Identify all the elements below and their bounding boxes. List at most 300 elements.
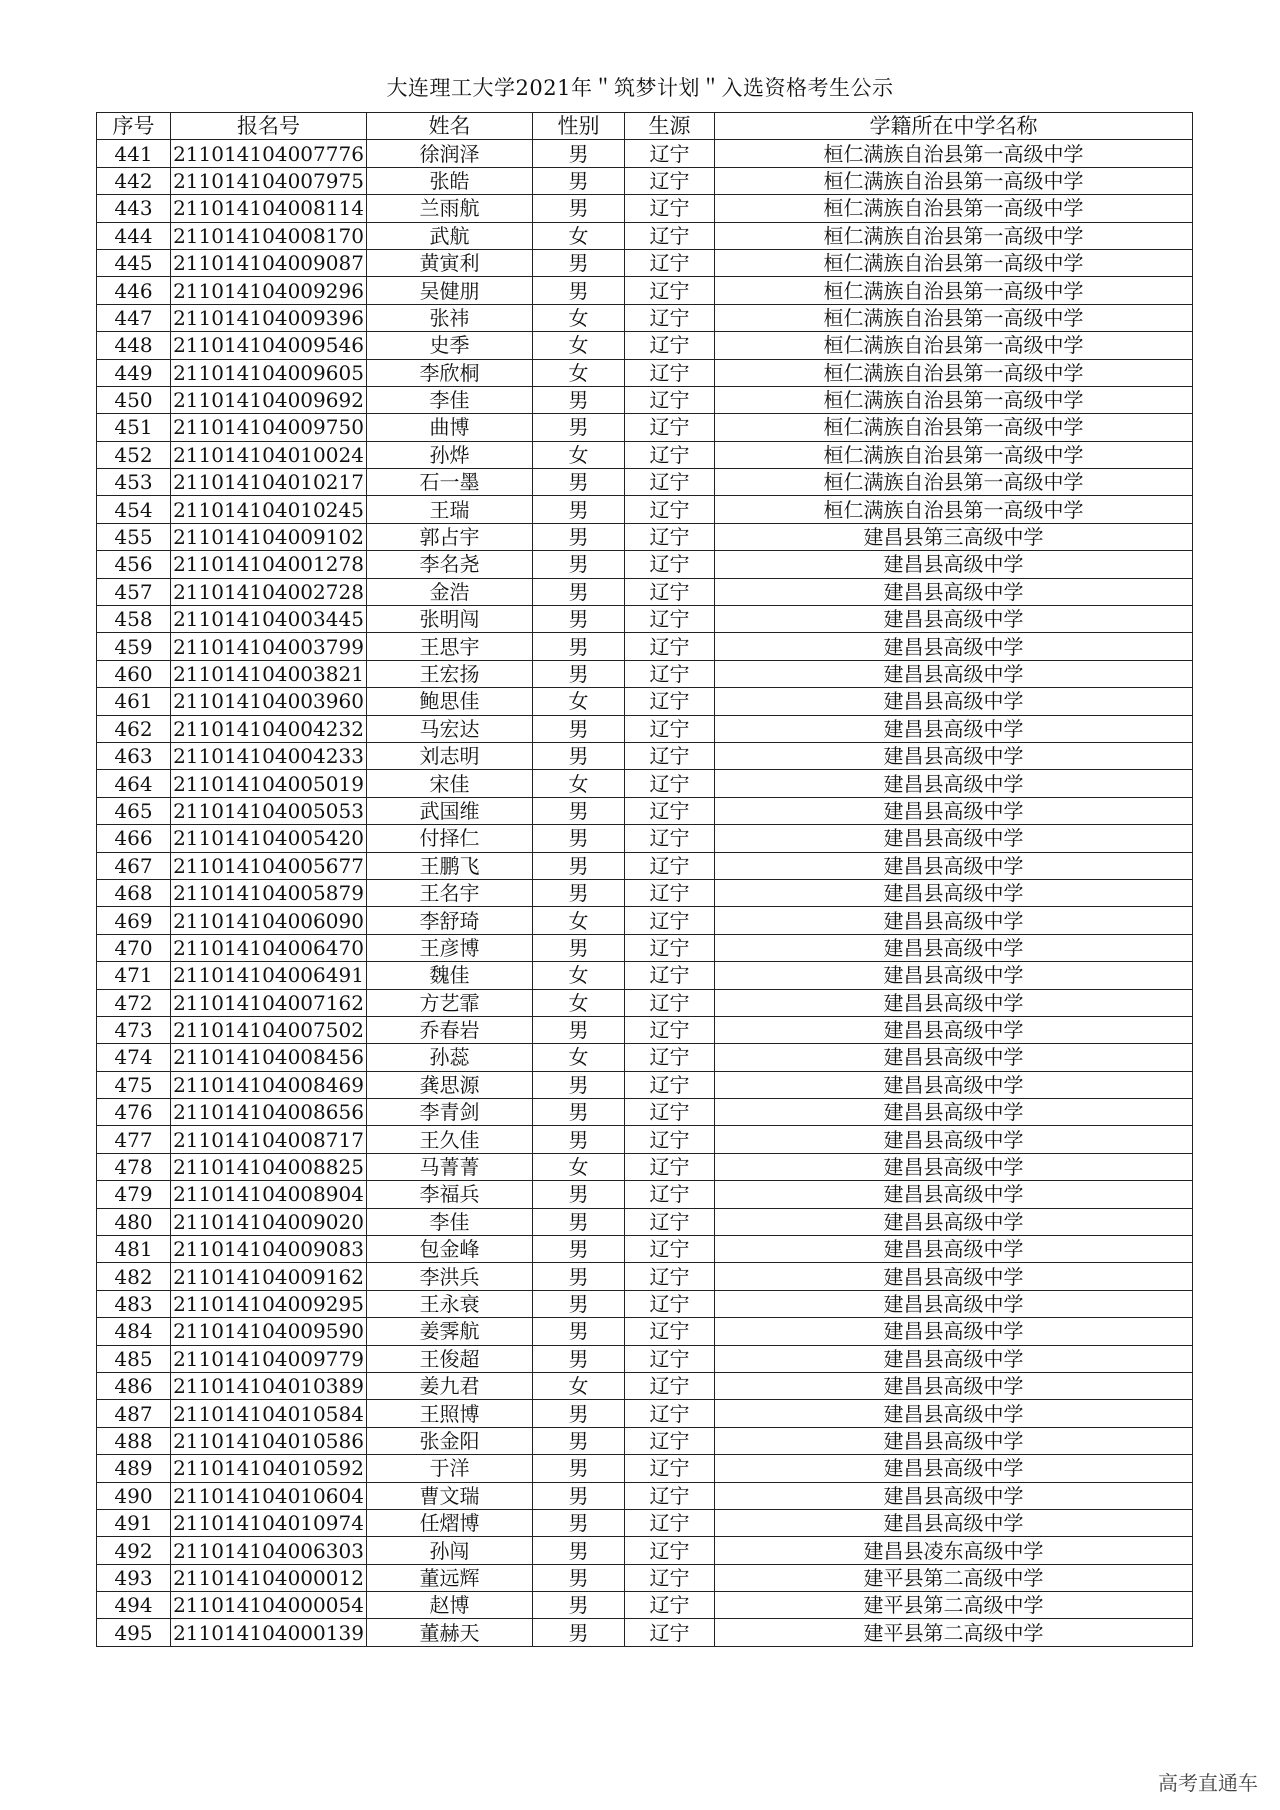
- cell-school: 建昌县高级中学: [715, 934, 1193, 961]
- cell-gender: 女: [533, 770, 625, 797]
- cell-reg-number: 211014104006470: [171, 934, 367, 961]
- table-row: [97, 1126, 1193, 1153]
- cell-name: 马菁菁: [367, 1153, 533, 1180]
- col-header-gender: 性别: [533, 113, 625, 140]
- cell-index: 459: [97, 633, 171, 660]
- cell-school: 建昌县凌东高级中学: [715, 1537, 1193, 1564]
- cell-origin: 辽宁: [625, 633, 715, 660]
- cell-gender: 男: [533, 1537, 625, 1564]
- col-header-origin: 生源: [625, 113, 715, 140]
- cell-origin: 辽宁: [625, 1236, 715, 1263]
- cell-reg-number: 211014104008114: [171, 195, 367, 222]
- table-row: [97, 1290, 1193, 1317]
- cell-name: 鲍思佳: [367, 688, 533, 715]
- cell-name: 刘志明: [367, 742, 533, 769]
- cell-index: 495: [97, 1619, 171, 1646]
- cell-origin: 辽宁: [625, 1208, 715, 1235]
- cell-index: 490: [97, 1482, 171, 1509]
- cell-origin: 辽宁: [625, 1181, 715, 1208]
- cell-gender: 男: [533, 1208, 625, 1235]
- cell-gender: 女: [533, 1372, 625, 1399]
- cell-school: 建昌县高级中学: [715, 1181, 1193, 1208]
- table-row: [97, 907, 1193, 934]
- cell-school: 建昌县高级中学: [715, 1427, 1193, 1454]
- cell-index: 492: [97, 1537, 171, 1564]
- table-row: [97, 1619, 1193, 1646]
- cell-index: 483: [97, 1290, 171, 1317]
- cell-name: 孙蕊: [367, 1044, 533, 1071]
- cell-school: 建昌县高级中学: [715, 1016, 1193, 1043]
- cell-index: 455: [97, 523, 171, 550]
- cell-name: 李佳: [367, 1208, 533, 1235]
- cell-gender: 男: [533, 277, 625, 304]
- cell-name: 李名尧: [367, 551, 533, 578]
- cell-reg-number: 211014104010586: [171, 1427, 367, 1454]
- cell-reg-number: 211014104007502: [171, 1016, 367, 1043]
- cell-reg-number: 211014104010245: [171, 496, 367, 523]
- cell-name: 李欣桐: [367, 359, 533, 386]
- cell-origin: 辽宁: [625, 1455, 715, 1482]
- cell-name: 王照博: [367, 1400, 533, 1427]
- table-row: [97, 167, 1193, 194]
- cell-reg-number: 211014104009020: [171, 1208, 367, 1235]
- cell-origin: 辽宁: [625, 277, 715, 304]
- cell-reg-number: 211014104006491: [171, 962, 367, 989]
- cell-origin: 辽宁: [625, 879, 715, 906]
- cell-reg-number: 211014104003821: [171, 660, 367, 687]
- cell-origin: 辽宁: [625, 1071, 715, 1098]
- cell-school: 建昌县高级中学: [715, 1153, 1193, 1180]
- cell-index: 443: [97, 195, 171, 222]
- cell-index: 485: [97, 1345, 171, 1372]
- cell-name: 武航: [367, 222, 533, 249]
- cell-index: 475: [97, 1071, 171, 1098]
- cell-gender: 男: [533, 1345, 625, 1372]
- cell-gender: 女: [533, 332, 625, 359]
- cell-name: 马宏达: [367, 715, 533, 742]
- cell-origin: 辽宁: [625, 1564, 715, 1591]
- cell-reg-number: 211014104009692: [171, 386, 367, 413]
- cell-origin: 辽宁: [625, 1099, 715, 1126]
- cell-index: 491: [97, 1509, 171, 1536]
- cell-reg-number: 211014104010389: [171, 1372, 367, 1399]
- cell-gender: 男: [533, 797, 625, 824]
- table-row: [97, 934, 1193, 961]
- cell-origin: 辽宁: [625, 825, 715, 852]
- cell-name: 张明闯: [367, 606, 533, 633]
- cell-reg-number: 211014104008656: [171, 1099, 367, 1126]
- cell-school: 桓仁满族自治县第一高级中学: [715, 222, 1193, 249]
- cell-gender: 男: [533, 1427, 625, 1454]
- cell-origin: 辽宁: [625, 332, 715, 359]
- table-row: [97, 1427, 1193, 1454]
- table-row: [97, 523, 1193, 550]
- cell-origin: 辽宁: [625, 523, 715, 550]
- cell-origin: 辽宁: [625, 1482, 715, 1509]
- cell-index: 464: [97, 770, 171, 797]
- table-row: [97, 852, 1193, 879]
- cell-name: 郭占宇: [367, 523, 533, 550]
- cell-school: 建昌县高级中学: [715, 1455, 1193, 1482]
- watermark: 高考直通车: [1158, 1771, 1258, 1795]
- cell-name: 赵博: [367, 1592, 533, 1619]
- cell-name: 兰雨航: [367, 195, 533, 222]
- cell-name: 方艺霏: [367, 989, 533, 1016]
- cell-school: 桓仁满族自治县第一高级中学: [715, 496, 1193, 523]
- cell-index: 470: [97, 934, 171, 961]
- cell-index: 478: [97, 1153, 171, 1180]
- cell-reg-number: 211014104003445: [171, 606, 367, 633]
- table-row: [97, 770, 1193, 797]
- cell-reg-number: 211014104007776: [171, 140, 367, 167]
- cell-reg-number: 211014104006090: [171, 907, 367, 934]
- cell-name: 王瑞: [367, 496, 533, 523]
- cell-school: 建昌县高级中学: [715, 1071, 1193, 1098]
- cell-origin: 辽宁: [625, 688, 715, 715]
- cell-name: 石一墨: [367, 469, 533, 496]
- cell-school: 桓仁满族自治县第一高级中学: [715, 277, 1193, 304]
- cell-school: 建昌县高级中学: [715, 1372, 1193, 1399]
- cell-origin: 辽宁: [625, 551, 715, 578]
- cell-origin: 辽宁: [625, 1153, 715, 1180]
- cell-reg-number: 211014104000054: [171, 1592, 367, 1619]
- cell-gender: 男: [533, 249, 625, 276]
- cell-school: 桓仁满族自治县第一高级中学: [715, 249, 1193, 276]
- cell-gender: 女: [533, 304, 625, 331]
- cell-gender: 男: [533, 140, 625, 167]
- cell-school: 建昌县高级中学: [715, 1482, 1193, 1509]
- cell-school: 建昌县高级中学: [715, 1509, 1193, 1536]
- table-row: [97, 1044, 1193, 1071]
- cell-gender: 男: [533, 660, 625, 687]
- cell-gender: 男: [533, 1455, 625, 1482]
- cell-index: 463: [97, 742, 171, 769]
- cell-gender: 男: [533, 469, 625, 496]
- cell-index: 471: [97, 962, 171, 989]
- cell-name: 张皓: [367, 167, 533, 194]
- candidate-table: [96, 112, 1193, 1647]
- cell-reg-number: 211014104009162: [171, 1263, 367, 1290]
- table-row: [97, 633, 1193, 660]
- cell-school: 建昌县高级中学: [715, 1099, 1193, 1126]
- cell-index: 481: [97, 1236, 171, 1263]
- cell-name: 宋佳: [367, 770, 533, 797]
- table-row: [97, 304, 1193, 331]
- cell-school: 桓仁满族自治县第一高级中学: [715, 359, 1193, 386]
- cell-name: 李舒琦: [367, 907, 533, 934]
- cell-name: 包金峰: [367, 1236, 533, 1263]
- cell-origin: 辽宁: [625, 1400, 715, 1427]
- cell-reg-number: 211014104009750: [171, 414, 367, 441]
- cell-index: 453: [97, 469, 171, 496]
- cell-origin: 辽宁: [625, 222, 715, 249]
- table-row: [97, 277, 1193, 304]
- cell-name: 任熠博: [367, 1509, 533, 1536]
- cell-origin: 辽宁: [625, 359, 715, 386]
- cell-index: 456: [97, 551, 171, 578]
- cell-origin: 辽宁: [625, 496, 715, 523]
- cell-reg-number: 211014104009102: [171, 523, 367, 550]
- cell-school: 建昌县高级中学: [715, 797, 1193, 824]
- cell-gender: 男: [533, 414, 625, 441]
- cell-gender: 男: [533, 852, 625, 879]
- cell-name: 金浩: [367, 578, 533, 605]
- cell-reg-number: 211014104002728: [171, 578, 367, 605]
- cell-gender: 男: [533, 1509, 625, 1536]
- cell-origin: 辽宁: [625, 852, 715, 879]
- table-row: [97, 989, 1193, 1016]
- cell-school: 桓仁满族自治县第一高级中学: [715, 469, 1193, 496]
- col-header-reg-number: 报名号: [171, 113, 367, 140]
- cell-name: 王宏扬: [367, 660, 533, 687]
- cell-origin: 辽宁: [625, 1345, 715, 1372]
- cell-reg-number: 211014104000139: [171, 1619, 367, 1646]
- cell-index: 477: [97, 1126, 171, 1153]
- cell-school: 建昌县高级中学: [715, 852, 1193, 879]
- cell-index: 482: [97, 1263, 171, 1290]
- cell-origin: 辽宁: [625, 1427, 715, 1454]
- cell-gender: 女: [533, 1153, 625, 1180]
- cell-school: 建昌县高级中学: [715, 1208, 1193, 1235]
- cell-index: 480: [97, 1208, 171, 1235]
- cell-gender: 女: [533, 222, 625, 249]
- cell-school: 建平县第二高级中学: [715, 1619, 1193, 1646]
- cell-index: 442: [97, 167, 171, 194]
- cell-reg-number: 211014104005053: [171, 797, 367, 824]
- cell-origin: 辽宁: [625, 1016, 715, 1043]
- cell-index: 484: [97, 1318, 171, 1345]
- cell-school: 建昌县高级中学: [715, 770, 1193, 797]
- table-row: [97, 688, 1193, 715]
- cell-gender: 女: [533, 1044, 625, 1071]
- cell-name: 董远辉: [367, 1564, 533, 1591]
- cell-school: 建昌县高级中学: [715, 1263, 1193, 1290]
- cell-reg-number: 211014104010604: [171, 1482, 367, 1509]
- cell-school: 建昌县第三高级中学: [715, 523, 1193, 550]
- cell-reg-number: 211014104007975: [171, 167, 367, 194]
- cell-origin: 辽宁: [625, 962, 715, 989]
- cell-gender: 男: [533, 1400, 625, 1427]
- cell-reg-number: 211014104008170: [171, 222, 367, 249]
- cell-name: 魏佳: [367, 962, 533, 989]
- cell-origin: 辽宁: [625, 249, 715, 276]
- cell-reg-number: 211014104010217: [171, 469, 367, 496]
- cell-index: 473: [97, 1016, 171, 1043]
- cell-gender: 男: [533, 1318, 625, 1345]
- table-row: [97, 1071, 1193, 1098]
- cell-reg-number: 211014104009605: [171, 359, 367, 386]
- cell-index: 461: [97, 688, 171, 715]
- cell-origin: 辽宁: [625, 414, 715, 441]
- table-row: [97, 879, 1193, 906]
- cell-school: 建昌县高级中学: [715, 1290, 1193, 1317]
- cell-name: 姜霁航: [367, 1318, 533, 1345]
- cell-reg-number: 211014104010592: [171, 1455, 367, 1482]
- cell-gender: 男: [533, 523, 625, 550]
- cell-reg-number: 211014104009546: [171, 332, 367, 359]
- cell-gender: 男: [533, 386, 625, 413]
- table-row: [97, 1016, 1193, 1043]
- cell-reg-number: 211014104008904: [171, 1181, 367, 1208]
- cell-reg-number: 211014104009396: [171, 304, 367, 331]
- cell-reg-number: 211014104009295: [171, 1290, 367, 1317]
- cell-origin: 辽宁: [625, 1263, 715, 1290]
- cell-gender: 男: [533, 715, 625, 742]
- cell-origin: 辽宁: [625, 934, 715, 961]
- cell-index: 445: [97, 249, 171, 276]
- cell-reg-number: 211014104005019: [171, 770, 367, 797]
- cell-school: 建昌县高级中学: [715, 1345, 1193, 1372]
- cell-index: 493: [97, 1564, 171, 1591]
- table-row: [97, 742, 1193, 769]
- cell-gender: 男: [533, 551, 625, 578]
- cell-origin: 辽宁: [625, 742, 715, 769]
- table-row: [97, 1318, 1193, 1345]
- table-header-row: [97, 113, 1193, 140]
- cell-index: 458: [97, 606, 171, 633]
- cell-school: 建昌县高级中学: [715, 1126, 1193, 1153]
- cell-reg-number: 211014104005677: [171, 852, 367, 879]
- cell-reg-number: 211014104003799: [171, 633, 367, 660]
- table-row: [97, 1208, 1193, 1235]
- cell-origin: 辽宁: [625, 989, 715, 1016]
- table-row: [97, 1564, 1193, 1591]
- cell-index: 452: [97, 441, 171, 468]
- cell-name: 龚思源: [367, 1071, 533, 1098]
- table-row: [97, 825, 1193, 852]
- cell-reg-number: 211014104000012: [171, 1564, 367, 1591]
- cell-index: 467: [97, 852, 171, 879]
- table-row: [97, 1345, 1193, 1372]
- table-row: [97, 1181, 1193, 1208]
- cell-origin: 辽宁: [625, 770, 715, 797]
- cell-gender: 男: [533, 742, 625, 769]
- cell-school: 建昌县高级中学: [715, 1318, 1193, 1345]
- cell-gender: 男: [533, 1619, 625, 1646]
- cell-name: 孙烨: [367, 441, 533, 468]
- cell-gender: 男: [533, 1592, 625, 1619]
- cell-gender: 男: [533, 496, 625, 523]
- cell-name: 曲博: [367, 414, 533, 441]
- cell-name: 武国维: [367, 797, 533, 824]
- cell-origin: 辽宁: [625, 195, 715, 222]
- table-row: [97, 1537, 1193, 1564]
- cell-index: 457: [97, 578, 171, 605]
- table-row: [97, 797, 1193, 824]
- table-row: [97, 1236, 1193, 1263]
- cell-school: 建昌县高级中学: [715, 1400, 1193, 1427]
- table-row: [97, 551, 1193, 578]
- cell-reg-number: 211014104008717: [171, 1126, 367, 1153]
- cell-school: 建昌县高级中学: [715, 907, 1193, 934]
- cell-index: 466: [97, 825, 171, 852]
- cell-gender: 男: [533, 1099, 625, 1126]
- cell-name: 王名宇: [367, 879, 533, 906]
- cell-index: 449: [97, 359, 171, 386]
- cell-gender: 男: [533, 633, 625, 660]
- cell-school: 建昌县高级中学: [715, 715, 1193, 742]
- cell-school: 桓仁满族自治县第一高级中学: [715, 386, 1193, 413]
- cell-school: 建昌县高级中学: [715, 742, 1193, 769]
- cell-school: 建平县第二高级中学: [715, 1592, 1193, 1619]
- cell-gender: 女: [533, 688, 625, 715]
- cell-origin: 辽宁: [625, 469, 715, 496]
- cell-index: 454: [97, 496, 171, 523]
- cell-gender: 男: [533, 578, 625, 605]
- cell-index: 465: [97, 797, 171, 824]
- cell-school: 建昌县高级中学: [715, 551, 1193, 578]
- cell-name: 乔春岩: [367, 1016, 533, 1043]
- cell-name: 王彦博: [367, 934, 533, 961]
- cell-school: 桓仁满族自治县第一高级中学: [715, 195, 1193, 222]
- cell-index: 447: [97, 304, 171, 331]
- cell-name: 张金阳: [367, 1427, 533, 1454]
- cell-index: 486: [97, 1372, 171, 1399]
- cell-gender: 男: [533, 1016, 625, 1043]
- cell-gender: 男: [533, 606, 625, 633]
- cell-index: 446: [97, 277, 171, 304]
- cell-origin: 辽宁: [625, 441, 715, 468]
- cell-reg-number: 211014104009779: [171, 1345, 367, 1372]
- cell-origin: 辽宁: [625, 1537, 715, 1564]
- cell-name: 王久佳: [367, 1126, 533, 1153]
- cell-origin: 辽宁: [625, 797, 715, 824]
- cell-index: 448: [97, 332, 171, 359]
- col-header-school: 学籍所在中学名称: [715, 113, 1193, 140]
- table-row: [97, 1455, 1193, 1482]
- table-row: [97, 441, 1193, 468]
- cell-origin: 辽宁: [625, 606, 715, 633]
- cell-index: 487: [97, 1400, 171, 1427]
- cell-school: 建昌县高级中学: [715, 633, 1193, 660]
- table-row: [97, 332, 1193, 359]
- table-row: [97, 222, 1193, 249]
- table-row: [97, 140, 1193, 167]
- cell-name: 徐润泽: [367, 140, 533, 167]
- cell-origin: 辽宁: [625, 1318, 715, 1345]
- cell-name: 李福兵: [367, 1181, 533, 1208]
- cell-gender: 男: [533, 1263, 625, 1290]
- cell-name: 李青剑: [367, 1099, 533, 1126]
- cell-index: 469: [97, 907, 171, 934]
- cell-origin: 辽宁: [625, 1619, 715, 1646]
- cell-reg-number: 211014104001278: [171, 551, 367, 578]
- col-header-index: 序号: [97, 113, 171, 140]
- cell-gender: 男: [533, 1564, 625, 1591]
- table-row: [97, 1482, 1193, 1509]
- cell-reg-number: 211014104003960: [171, 688, 367, 715]
- cell-name: 付择仁: [367, 825, 533, 852]
- cell-reg-number: 211014104010024: [171, 441, 367, 468]
- cell-index: 494: [97, 1592, 171, 1619]
- cell-index: 476: [97, 1099, 171, 1126]
- table-row: [97, 962, 1193, 989]
- cell-origin: 辽宁: [625, 1290, 715, 1317]
- cell-origin: 辽宁: [625, 578, 715, 605]
- cell-reg-number: 211014104008469: [171, 1071, 367, 1098]
- table-row: [97, 1263, 1193, 1290]
- cell-gender: 女: [533, 907, 625, 934]
- cell-name: 董赫天: [367, 1619, 533, 1646]
- cell-gender: 女: [533, 441, 625, 468]
- cell-school: 桓仁满族自治县第一高级中学: [715, 140, 1193, 167]
- cell-gender: 男: [533, 1236, 625, 1263]
- table-row: [97, 1372, 1193, 1399]
- cell-name: 曹文瑞: [367, 1482, 533, 1509]
- cell-origin: 辽宁: [625, 1126, 715, 1153]
- cell-reg-number: 211014104010974: [171, 1509, 367, 1536]
- table-row: [97, 195, 1193, 222]
